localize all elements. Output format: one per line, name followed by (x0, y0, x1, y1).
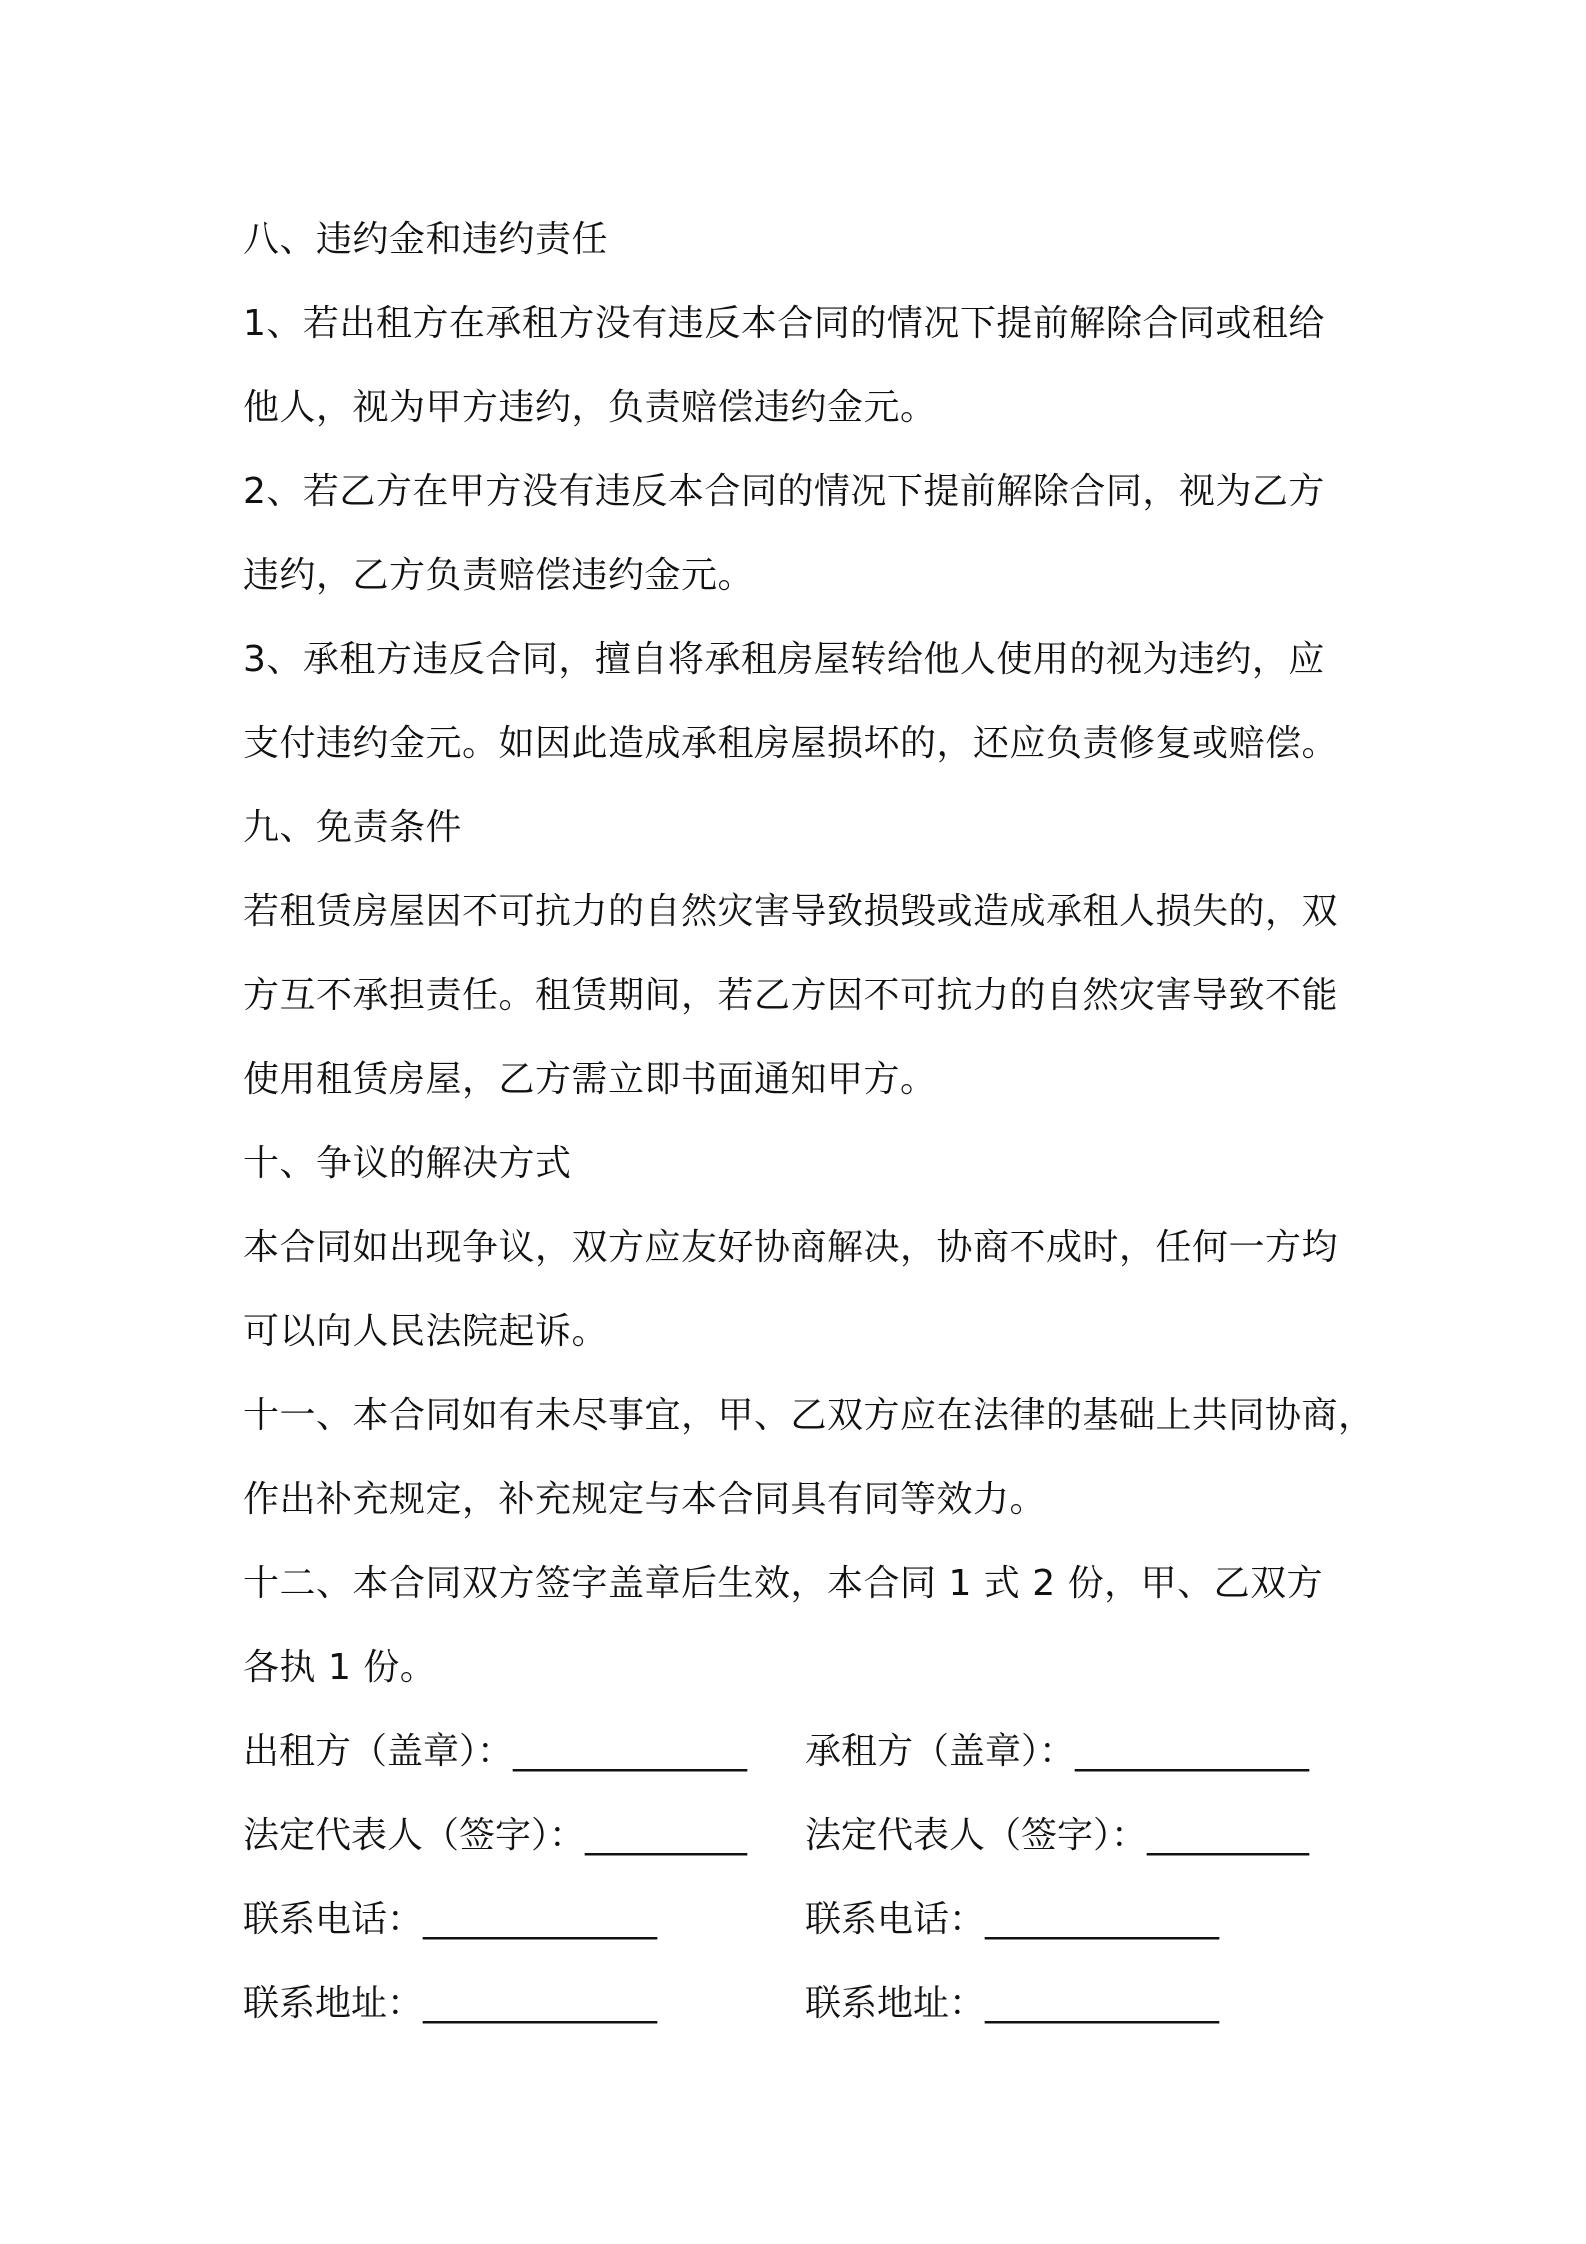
clause-9-line-1: 若租赁房屋因不可抗力的自然灾害导致损毁或造成承租人损失的，双 (243, 891, 1339, 932)
lessee-phone-field: 联系电话：_____________ (805, 1899, 1220, 1940)
signature-row-address (243, 1962, 1355, 2046)
signature-row-phone (243, 1878, 1355, 1962)
clause-8-2-line-1: 2、若乙方在甲方没有违反本合同的情况下提前解除合同，视为乙方 (243, 471, 1325, 512)
lessee-address-field: 联系地址：_____________ (805, 1983, 1220, 2024)
lessor-address-field: 联系地址：_____________ (243, 1983, 658, 2024)
clause-9-line-2: 方互不承担责任。租赁期间，若乙方因不可抗力的自然灾害导致不能 (243, 975, 1339, 1016)
lessee-representative-field: 法定代表人（签字）：_________ (805, 1815, 1310, 1856)
clause-8-3-line-2: 支付违约金元。如因此造成承租房屋损坏的，还应负责修复或赔偿。 (243, 723, 1339, 764)
clause-8-2-line-2: 违约，乙方负责赔偿违约金元。 (243, 555, 755, 596)
contract-content (243, 198, 1375, 2046)
section-heading-8: 八、违约金和违约责任 (243, 219, 609, 260)
clause-12-line-1: 十二、本合同双方签字盖章后生效，本合同 1 式 2 份，甲、乙双方 (243, 1563, 1324, 1604)
clause-8-1-line-1: 1、若出租方在承租方没有违反本合同的情况下提前解除合同或租给 (243, 303, 1325, 344)
section-heading-9: 九、免责条件 (243, 807, 463, 848)
clause-8-3-line-1: 3、承租方违反合同，擅自将承租房屋转给他人使用的视为违约，应 (243, 639, 1325, 680)
lessor-representative-field: 法定代表人（签字）：_________ (243, 1815, 748, 1856)
signature-row-seal (243, 1710, 1355, 1794)
section-heading-10: 十、争议的解决方式 (243, 1143, 572, 1184)
clause-11-line-2: 作出补充规定，补充规定与本合同具有同等效力。 (243, 1479, 1047, 1520)
clause-10-line-2: 可以向人民法院起诉。 (243, 1311, 609, 1352)
clause-10-line-1: 本合同如出现争议，双方应友好协商解决，协商不成时，任何一方均 (243, 1227, 1339, 1268)
clause-12-line-2: 各执 1 份。 (243, 1647, 437, 1688)
lessor-phone-field: 联系电话：_____________ (243, 1899, 658, 1940)
clause-11-line-1: 十一、本合同如有未尽事宜，甲、乙双方应在法律的基础上共同协商， (243, 1395, 1375, 1436)
lessee-seal-field: 承租方（盖章）：_____________ (805, 1731, 1310, 1772)
lessor-seal-field: 出租方（盖章）：_____________ (243, 1731, 748, 1772)
signature-row-representative (243, 1794, 1355, 1878)
clause-8-1-line-2: 他人，视为甲方违约，负责赔偿违约金元。 (243, 387, 937, 428)
clause-9-line-3: 使用租赁房屋，乙方需立即书面通知甲方。 (243, 1059, 937, 1100)
